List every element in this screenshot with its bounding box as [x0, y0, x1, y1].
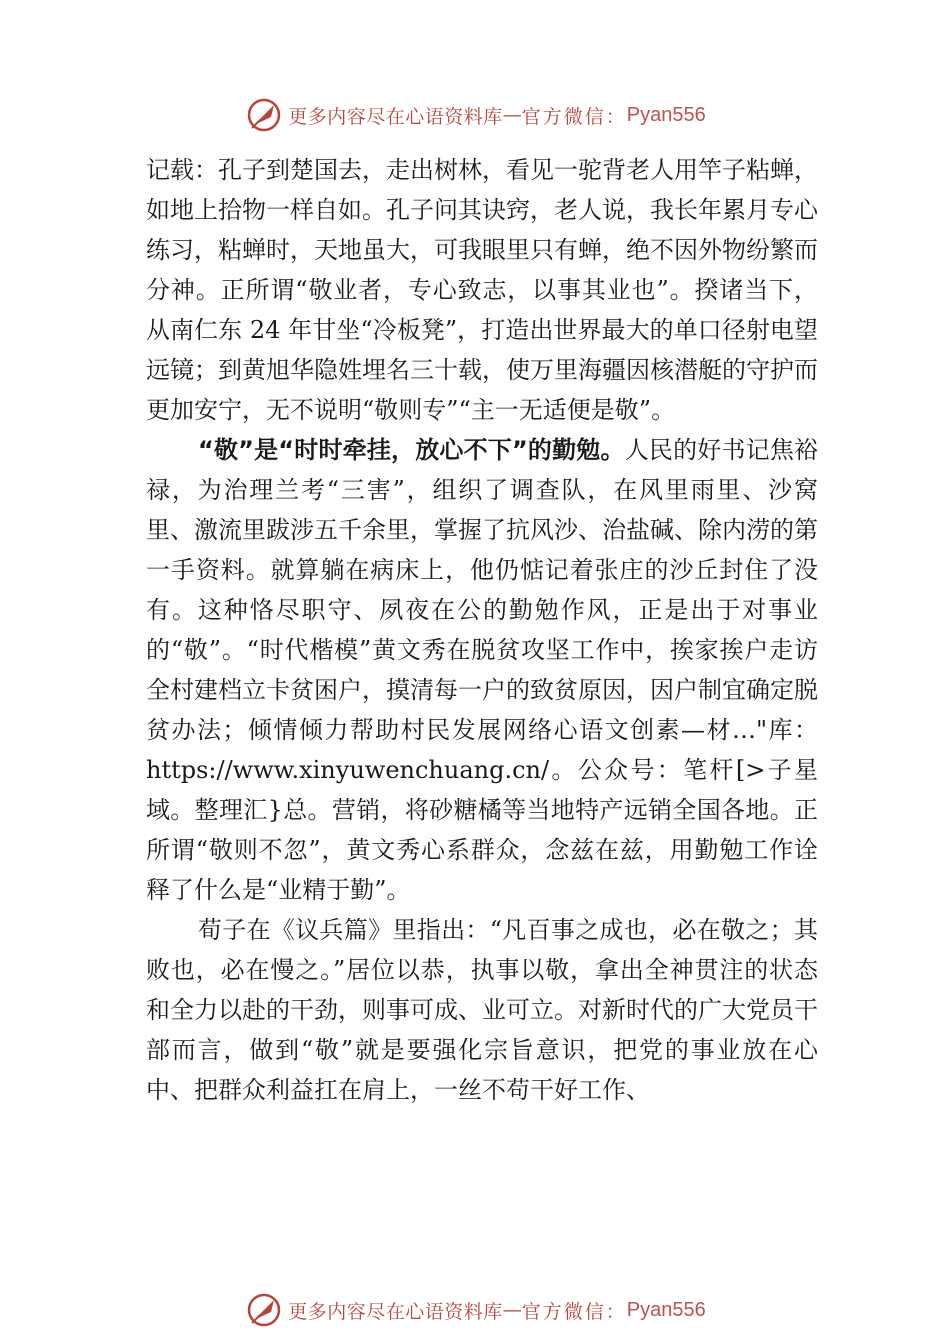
header-banner [0, 95, 950, 135]
header-wechat-label: 官方微信： [521, 105, 627, 128]
footer-wechat-id: Pyan556 [626, 1298, 706, 1321]
header-wechat-id: Pyan556 [626, 103, 706, 126]
footer-banner [0, 1290, 950, 1330]
paragraph-2-lead: “敬”是“时时牵挂，放心不下”的勤勉。 [198, 436, 625, 464]
header-site-text: 更多内容尽在心语资料库 [288, 105, 503, 128]
footer-wechat-label: 官方微信： [521, 1300, 627, 1323]
quill-logo-icon [244, 1290, 284, 1330]
footer-site-text: 更多内容尽在心语资料库 [288, 1300, 503, 1323]
paragraph-2 [146, 430, 818, 910]
paragraph-3 [146, 910, 818, 1110]
article-body [146, 150, 818, 1110]
footer-separator: — [502, 1299, 522, 1321]
paragraph-3-text: 荀子在《议兵篇》里指出：“凡百事之成也，必在敬之；其败也，必在慢之。”居位以恭，执事以敬，拿出全神贯注的状态和全力以赴的干劲，则事可成、业可立。对新时代的广大党员干部而言，做到“敬”就是要强化宗旨意识，把党的事业放在心中、把群众利益扛在肩上，一丝不苟干好工作、 [146, 916, 818, 1104]
quill-logo-icon [244, 95, 284, 135]
paragraph-1-text: 记载：孔子到楚国去，走出树林，看见一驼背老人用竿子粘蝉，如地上拾物一样自如。孔子问其诀窍，老人说，我长年累月专心练习，粘蝉时，天地虽大，可我眼里只有蝉，绝不因外物纷繁而分神。正所谓“敬业者，专心致志，以事其业也”。揆诸当下，从南仁东 24 年甘坐“冷板凳”，打造出世界最大的单口径射电望远镜；到黄旭华隐姓埋名三十载，使万里海疆因核潜艇的守护而更加安宁，无不说明“敬则专”“主一无适便是敬”。 [146, 156, 818, 424]
paragraph-1 [146, 150, 818, 430]
header-separator: — [502, 104, 522, 126]
paragraph-2-text: 人民的好书记焦裕禄，为治理兰考“三害”，组织了调查队，在风里雨里、沙窝里、激流里跋涉五千余里，掌握了抗风沙、治盐碱、除内涝的第一手资料。就算躺在病床上，他仍惦记着张庄的沙丘封住了没有。这种恪尽职守、夙夜在公的勤勉作风，正是出于对事业的“敬”。“时代楷模”黄文秀在脱贫攻坚工作中，挨家挨户走访全村建档立卡贫困户，摸清每一户的致贫原因，因户制宜确定脱贫办法；倾情倾力帮助村民发展网络心语文创素—材…"库：https://www.xinyuwenchuang.cn/。公众号：笔杆[>子星域。整理汇}总。营销，将砂糖橘等当地特产远销全国各地。正所谓“敬则不忽”，黄文秀心系群众，念兹在兹，用勤勉工作诠释了什么是“业精于勤”。 [146, 436, 819, 904]
